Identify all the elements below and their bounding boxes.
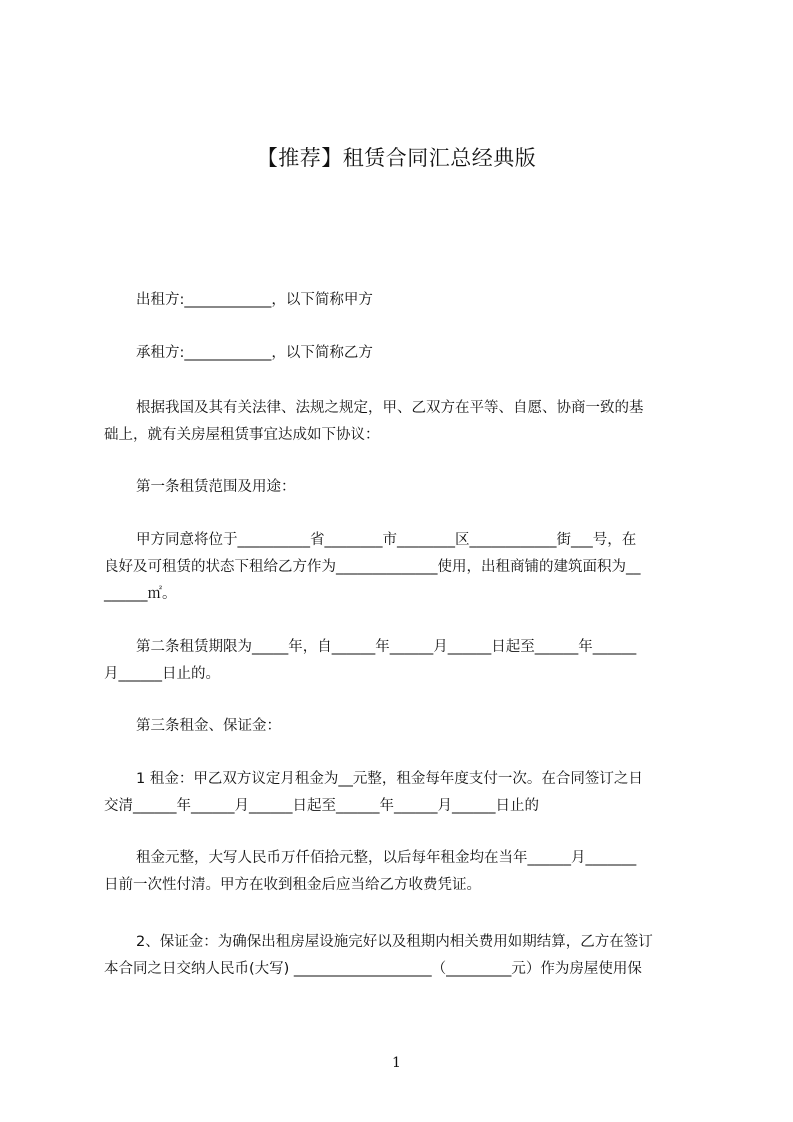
paragraph-line: 1 租金：甲乙双方议定月租金为__元整，租金每年度支付一次。在合同签订之日 <box>136 771 643 787</box>
paragraph-line: 础上，就有关房屋租赁事宜达成如下协议： <box>104 427 380 443</box>
document-title: 【推荐】租赁合同汇总经典版 <box>256 146 537 170</box>
article-1-paragraph <box>104 527 702 608</box>
paragraph-line: 出租方:____________，以下简称甲方 <box>136 292 373 308</box>
paragraph-line: 租金元整，大写人民币万仟佰拾元整，以后每年租金均在当年______月_______ <box>136 850 637 866</box>
rent-paragraph <box>104 766 702 820</box>
paragraph-line: 甲方同意将位于__________省________市________区____________街___号，在 <box>136 532 637 548</box>
paragraph-line: 交清______年______月______日起至______年______月______日止的 <box>104 798 539 814</box>
paragraph-line: 第一条租赁范围及用途： <box>136 479 296 495</box>
paragraph-line: 月______日止的。 <box>104 666 220 682</box>
preamble-paragraph <box>104 395 702 449</box>
paragraph-line: 承租方:____________，以下简称乙方 <box>136 345 373 361</box>
paragraph-line: 本合同之日交纳人民币(大写) ___________________（_________元）作为房屋使用保 <box>104 961 642 977</box>
paragraph-line: 第三条租金、保证金： <box>136 718 281 734</box>
paragraph-line: 第二条租赁期限为_____年，自______年______月______日起至______年______ <box>136 639 637 655</box>
rent-payment-paragraph <box>104 845 702 899</box>
paragraph-line: 根据我国及其有关法律、法规之规定，甲、乙双方在平等、自愿、协商一致的基 <box>136 400 644 416</box>
paragraph-line: ______㎡。 <box>104 586 177 602</box>
lessee-line <box>104 340 702 367</box>
paragraph-line: 日前一次性付清。甲方在收到租金后应当给乙方收费凭证。 <box>104 877 481 893</box>
article-3-heading <box>104 713 702 740</box>
page-number: 1 <box>392 1055 401 1071</box>
paragraph-line: 2、保证金：为确保出租房屋设施完好以及租期内相关费用如期结算，乙方在签订 <box>136 934 653 950</box>
article-1-heading <box>104 474 702 501</box>
lessor-line <box>104 287 702 314</box>
deposit-paragraph <box>104 929 702 983</box>
paragraph-line: 良好及可租赁的状态下租给乙方作为______________使用，出租商铺的建筑面积为__ <box>104 559 641 575</box>
article-2-paragraph <box>104 634 702 688</box>
